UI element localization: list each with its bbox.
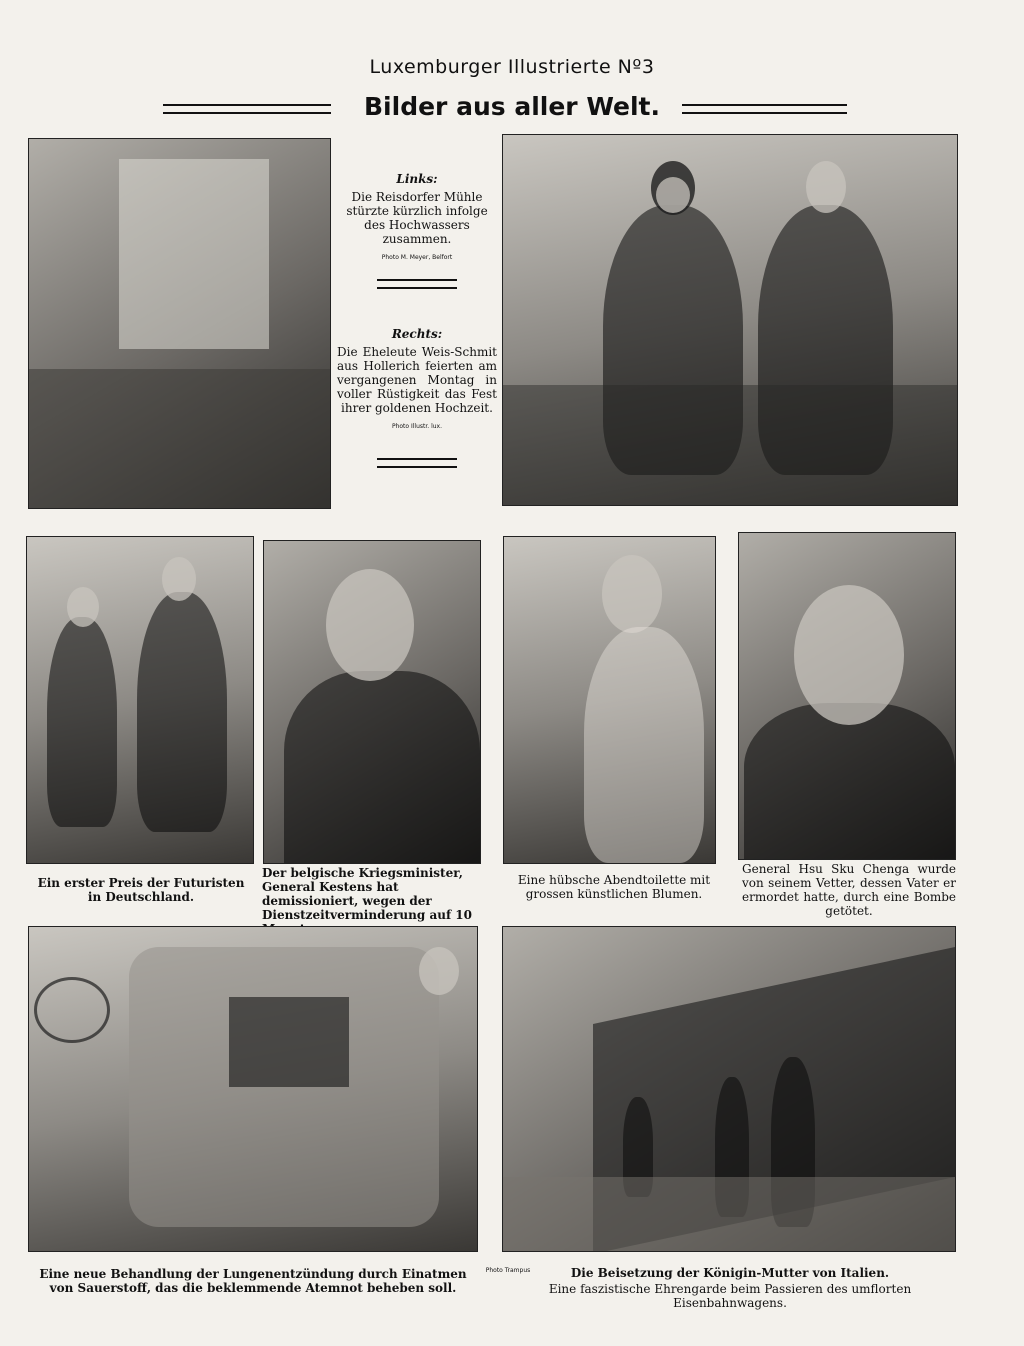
rechts-credit: Photo Illustr. lux. [391,423,443,430]
masthead: Luxemburger Illustrierte Nº3 [369,56,655,78]
caption-lungen: Eine neue Behandlung der Lungenentzündung durch Einatmen von Sauerstoff, das die beklemmende Atemnot beheben soll. [39,1267,467,1295]
center-rule-2 [377,458,457,468]
caption-beisetzung-title: Die Beisetzung der Königin-Mutter von Italien. [570,1266,890,1280]
center-text-block [333,172,501,468]
title-rule-right [682,104,847,114]
photo-golden-wedding [502,134,958,506]
page-title: Bilder aus aller Welt. [364,92,660,121]
rechts-heading: Rechts: [391,327,443,341]
photo-general-hsu [738,532,956,860]
lungen-credit: Photo Trampus [485,1267,531,1274]
photo-abendtoilette [503,536,716,864]
photo-reisdorf-mill [28,138,331,509]
caption-futuristen: Ein erster Preis der Futuristen in Deutschland. [37,876,245,904]
photo-kriegsminister [263,540,481,864]
photo-futuristen [26,536,254,864]
photo-lungen-treatment [28,926,478,1252]
photo-beisetzung [502,926,956,1252]
caption-kriegsminister: Der belgische Kriegsminister, General Kestens hat demissioniert, wegen der Dienstzeitverminderung auf 10 [262,866,472,922]
links-heading: Links: [396,172,438,186]
links-credit: Photo M. Meyer, Belfort [381,254,453,261]
caption-general-hsu: General Hsu Sku Chenga wurde von seinem Vetter, dessen Vater er ermordet hatte, durch eine Bombe getötet. [742,862,956,918]
caption-abendtoilette: Eine hübsche Abendtoilette mit grossen künstlichen Blumen. [517,873,711,901]
center-rule-1 [377,279,457,289]
rechts-caption: Die Eheleute Weis-Schmit aus Hollerich feierten am vergangenen Montag in voller Rüstigkeit das Fest ihrer goldenen Hochzeit. [337,345,497,415]
caption-beisetzung-text: Eine faszistische Ehrengarde beim Passieren des umflorten Eisenbahnwagens. [548,1282,912,1310]
links-caption: Die Reisdorfer Mühle stürzte kürzlich infolge des Hochwassers zusammen. [346,190,488,246]
